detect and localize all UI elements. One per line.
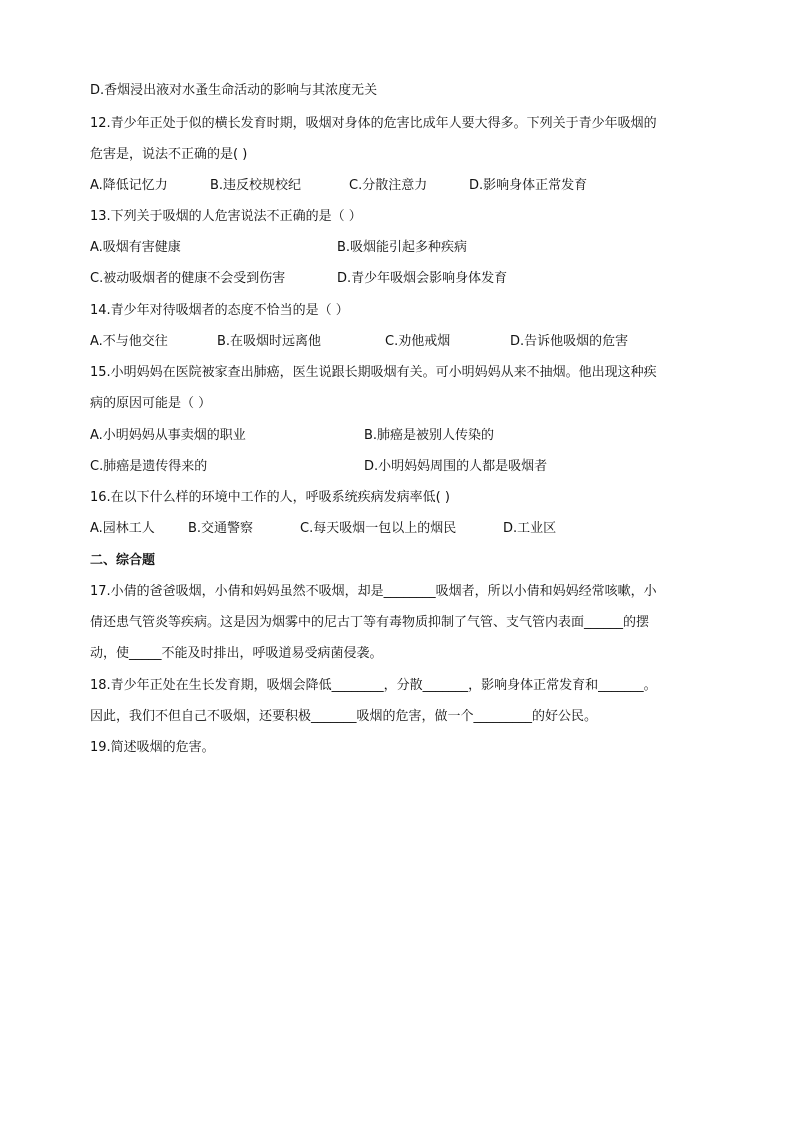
q14-option-d: D.告诉他吸烟的危害 <box>510 334 629 349</box>
question-17-line-2: 倩还患气管炎等疾病。这是因为烟雾中的尼古丁等有毒物质抑制了气管、支气管内表面______的摆 <box>90 615 650 630</box>
q15-option-a: A.小明妈妈从事卖烟的职业 <box>90 428 246 443</box>
question-17-line-3: 动，使_____不能及时排出，呼吸道易受病菌侵袭。 <box>90 646 383 661</box>
q15-option-b: B.肺癌是被别人传染的 <box>364 428 495 443</box>
q16-option-d: D.工业区 <box>503 521 557 536</box>
q12-option-a: A.降低记忆力 <box>90 178 168 193</box>
q16-option-b: B.交通警察 <box>188 521 254 536</box>
q12-option-b: B.违反校规校纪 <box>210 178 302 193</box>
question-14: 14.青少年对待吸烟者的态度不恰当的是（ ） <box>90 303 349 318</box>
question-17-line-1: 17.小倩的爸爸吸烟，小倩和妈妈虽然不吸烟，却是________吸烟者，所以小倩和妈妈经常咳嗽，小 <box>90 584 657 599</box>
q13-option-a: A.吸烟有害健康 <box>90 240 181 255</box>
q15-option-c: C.肺癌是遗传得来的 <box>90 459 208 474</box>
q16-option-a: A.园林工人 <box>90 521 155 536</box>
q14-option-c: C.劝他戒烟 <box>385 334 451 349</box>
question-12-line-2: 危害是，说法不正确的是( ) <box>90 147 248 162</box>
question-18-line-1: 18.青少年正处在生长发育期，吸烟会降低________，分散_______，影响身体正常发育和_______。 <box>90 678 657 693</box>
question-18-line-2: 因此，我们不但自己不吸烟，还要积极_______吸烟的危害，做一个_________的好公民。 <box>90 709 598 724</box>
q12-option-d: D.影响身体正常发育 <box>469 178 588 193</box>
option-d-q11: D.香烟浸出液对水蚤生命活动的影响与其浓度无关 <box>90 83 378 98</box>
question-19: 19.简述吸烟的危害。 <box>90 740 215 755</box>
q12-option-c: C.分散注意力 <box>349 178 428 193</box>
q14-option-b: B.在吸烟时远离他 <box>217 334 322 349</box>
question-12-line-1: 12.青少年正处于似的横长发育时期，吸烟对身体的危害比成年人要大得多。下列关于青少年吸烟的 <box>90 116 657 131</box>
q15-option-d: D.小明妈妈周围的人都是吸烟者 <box>364 459 548 474</box>
q13-option-b: B.吸烟能引起多种疾病 <box>337 240 468 255</box>
q14-option-a: A.不与他交往 <box>90 334 168 349</box>
question-15-line-1: 15.小明妈妈在医院被家查出肺癌，医生说跟长期吸烟有关。可小明妈妈从来不抽烟。他出现这种疾 <box>90 365 657 380</box>
section-heading-comprehensive: 二、综合题 <box>90 553 156 568</box>
q13-option-d: D.青少年吸烟会影响身体发育 <box>337 271 508 286</box>
q16-option-c: C.每天吸烟一包以上的烟民 <box>300 521 457 536</box>
q13-option-c: C.被动吸烟者的健康不会受到伤害 <box>90 271 286 286</box>
question-15-line-2: 病的原因可能是（ ） <box>90 396 212 411</box>
question-13: 13.下列关于吸烟的人危害说法不正确的是（ ） <box>90 209 362 224</box>
question-16: 16.在以下什么样的环境中工作的人，呼吸系统疾病发病率低( ) <box>90 490 450 505</box>
